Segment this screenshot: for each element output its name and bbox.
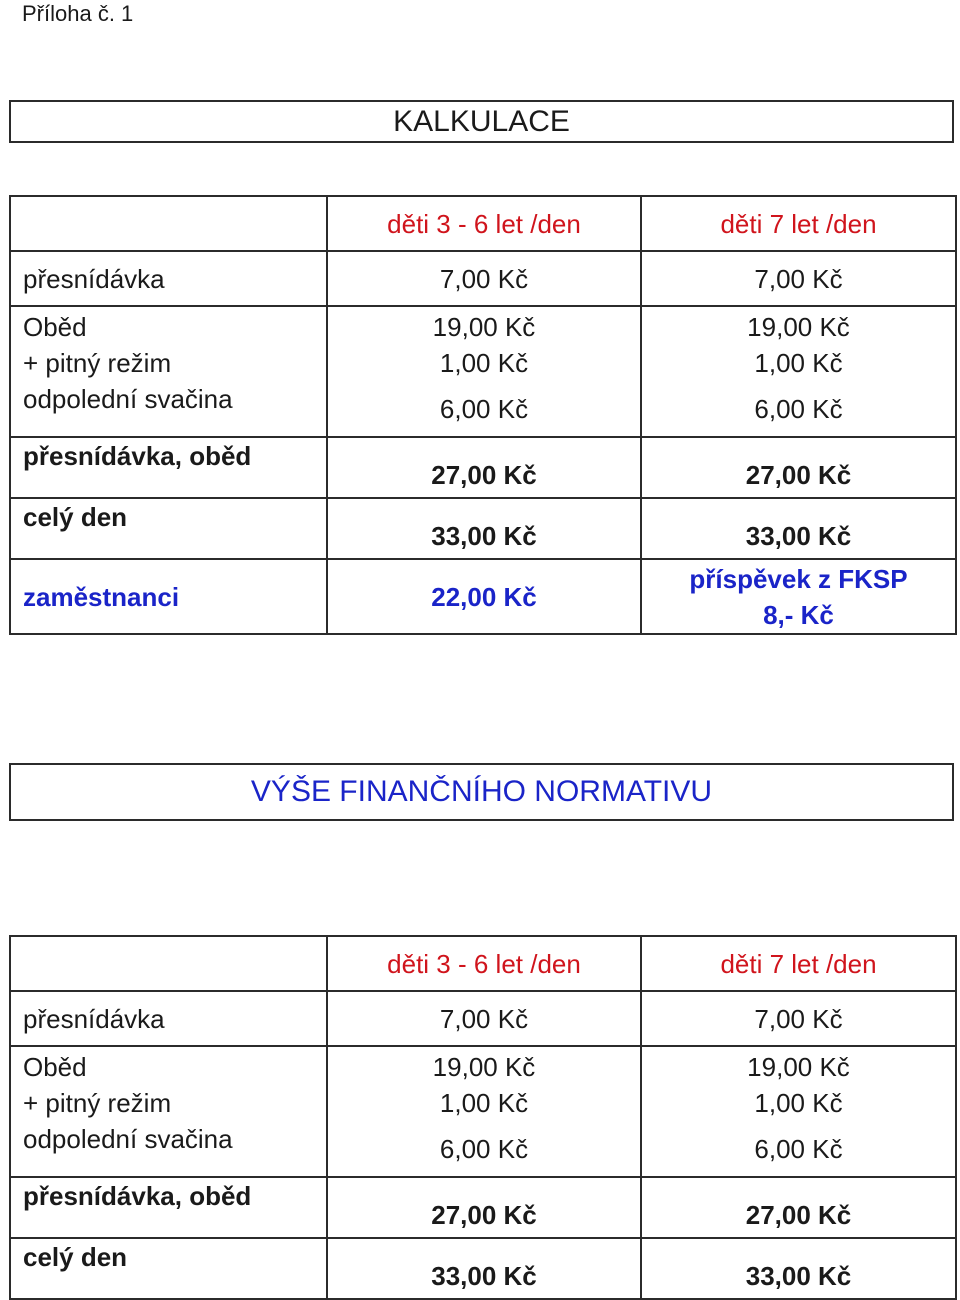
value-cell: 27,00 Kč	[327, 1177, 641, 1238]
table-row	[10, 559, 956, 634]
value-cell	[641, 559, 956, 634]
normativ-title-box	[9, 763, 954, 821]
value-line: příspěvek z FKSP	[689, 563, 908, 594]
value-cell	[641, 306, 956, 437]
value-cell: 22,00 Kč	[327, 559, 641, 634]
table-row	[10, 1046, 956, 1177]
row-label-obed	[10, 1046, 327, 1177]
header-cell-kids-3-6: děti 3 - 6 let /den	[327, 196, 641, 251]
value-cell: 27,00 Kč	[641, 1177, 956, 1238]
value-line: 19,00 Kč	[747, 312, 850, 342]
table-row	[10, 1238, 956, 1299]
header-cell-kids-7: děti 7 let /den	[641, 196, 956, 251]
table-row	[10, 437, 956, 498]
value-line: 6,00 Kč	[439, 394, 529, 424]
value-cell: 7,00 Kč	[641, 991, 956, 1046]
row-label-obed	[10, 306, 327, 437]
row-label-cely-den: celý den	[10, 498, 327, 559]
normativ-title: VÝŠE FINANČNÍHO NORMATIVU	[250, 775, 713, 808]
value-cell: 33,00 Kč	[327, 498, 641, 559]
value-cell	[327, 1046, 641, 1177]
value-cell: 27,00 Kč	[327, 437, 641, 498]
table-row	[10, 251, 956, 306]
value-cell: 27,00 Kč	[641, 437, 956, 498]
label-line: odpolední svačina	[23, 384, 233, 414]
label-line: + pitný režim	[23, 1088, 172, 1118]
row-label-presnidavka-obed: přesnídávka, oběd	[10, 437, 327, 498]
value-line: 1,00 Kč	[439, 1088, 529, 1118]
value-cell: 33,00 Kč	[641, 1238, 956, 1299]
value-cell: 33,00 Kč	[641, 498, 956, 559]
value-line: 6,00 Kč	[439, 1134, 529, 1164]
value-cell: 7,00 Kč	[327, 251, 641, 306]
row-label-presnidavka: přesnídávka	[10, 251, 327, 306]
table-header-row	[10, 196, 956, 251]
row-label-presnidavka: přesnídávka	[10, 991, 327, 1046]
row-label-presnidavka-obed: přesnídávka, oběd	[10, 1177, 327, 1238]
kalkulace-table	[9, 195, 957, 635]
header-cell-empty	[10, 936, 327, 991]
table-row	[10, 1177, 956, 1238]
value-line: 6,00 Kč	[754, 394, 843, 424]
label-line: Oběd	[23, 312, 87, 342]
row-label-cely-den: celý den	[10, 1238, 327, 1299]
normativ-table	[9, 935, 957, 1300]
value-line: 19,00 Kč	[747, 1052, 850, 1082]
table-row	[10, 306, 956, 437]
label-line: odpolední svačina	[23, 1124, 233, 1154]
table-row	[10, 498, 956, 559]
value-cell: 33,00 Kč	[327, 1238, 641, 1299]
table-row	[10, 991, 956, 1046]
value-line: 19,00 Kč	[432, 312, 536, 342]
label-line: Oběd	[23, 1052, 87, 1082]
value-line: 19,00 Kč	[432, 1052, 536, 1082]
header-cell-kids-3-6: děti 3 - 6 let /den	[327, 936, 641, 991]
header-cell-empty	[10, 196, 327, 251]
label-line: + pitný režim	[23, 348, 172, 378]
header-cell-kids-7: děti 7 let /den	[641, 936, 956, 991]
value-cell	[327, 306, 641, 437]
kalkulace-title: KALKULACE	[393, 104, 570, 138]
value-cell: 7,00 Kč	[641, 251, 956, 306]
value-cell: 7,00 Kč	[327, 991, 641, 1046]
value-line: 1,00 Kč	[754, 348, 843, 378]
value-line: 6,00 Kč	[754, 1134, 843, 1164]
row-label-zamestnanci: zaměstnanci	[10, 559, 327, 634]
value-line: 1,00 Kč	[754, 1088, 843, 1118]
value-cell	[641, 1046, 956, 1177]
value-line: 8,- Kč	[763, 599, 834, 630]
kalkulace-title-box	[9, 100, 954, 143]
value-line: 1,00 Kč	[439, 348, 529, 378]
table-header-row	[10, 936, 956, 991]
annex-label: Příloha č. 1	[22, 1, 134, 26]
